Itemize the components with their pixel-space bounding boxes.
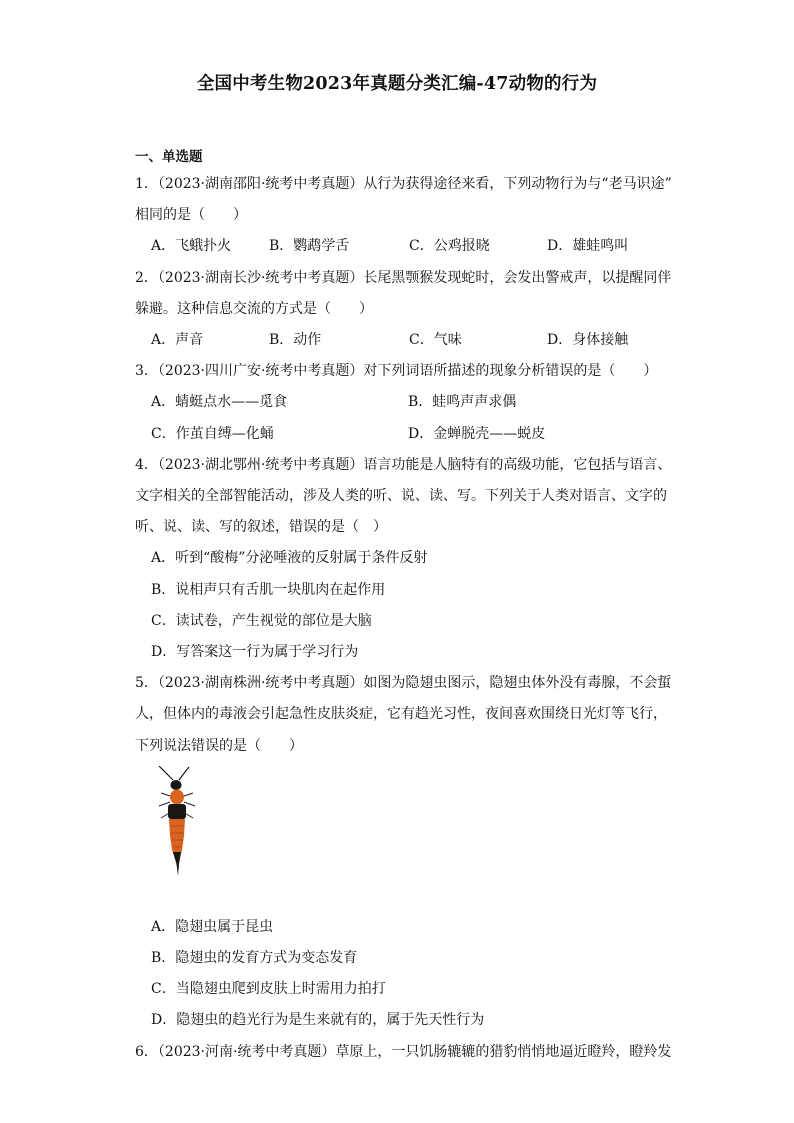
q5-option-c: C．当隐翅虫爬到皮肤上时需用力拍打 [151, 981, 386, 998]
q3-option-a: A．蜻蜓点水——觅食 [151, 394, 288, 411]
q2-option-a: A．声音 [151, 332, 204, 349]
question-1-stem-line-2: 相同的是（ ） [135, 207, 247, 224]
q4-option-a: A．听到“酸梅”分泌唾液的反射属于条件反射 [151, 550, 428, 567]
q1-option-c: C．公鸡报晓 [409, 238, 490, 255]
q2-option-b: B．动作 [269, 332, 322, 349]
question-6-stem-line-1: 6．（2023·河南·统考中考真题）草原上，一只饥肠辘辘的猎豹悄悄地逼近瞪羚，瞪羚发 [135, 1043, 672, 1060]
question-1-stem-line-1: 1．（2023·湖南邵阳·统考中考真题）从行为获得途径来看，下列动物行为与“老马识途” [135, 176, 672, 192]
q1-option-b: B．鹦鹉学舌 [269, 238, 350, 255]
question-4-stem-line-1: 4．（2023·湖北鄂州·统考中考真题）语言功能是人脑特有的高级功能，它包括与语言、 [135, 456, 672, 473]
question-2-options [135, 325, 665, 356]
q3-option-c: C．作茧自缚—化蛹 [151, 425, 274, 442]
question-list [135, 143, 672, 1068]
question-3-options-row-2 [135, 419, 665, 450]
question-3-stem-line-1: 3．（2023·四川广安·统考中考真题）对下列词语所描述的现象分析错误的是（ ） [135, 363, 658, 380]
question-2-stem-line-1: 2．（2023·湖南长沙·统考中考真题）长尾黑颚猴发现蛇时，会发出警戒声，以提醒同伴 [135, 269, 672, 286]
page-title: 全国中考生物2023年真题分类汇编-47动物的行为 [196, 74, 598, 94]
rove-beetle-icon [149, 766, 209, 886]
q3-option-b: B．蛙鸣声声求偶 [408, 394, 517, 411]
q4-option-d: D．写答案这一行为属于学习行为 [151, 644, 359, 661]
question-4-stem-line-2: 文字相关的全部智能活动，涉及人类的听、说、读、写。下列关于人类对语言、文字的 [135, 488, 667, 505]
q4-option-b: B．说相声只有舌肌一块肌肉在起作用 [151, 581, 386, 598]
q1-option-a: A．飞蛾扑火 [151, 238, 232, 255]
question-5-stem-line-3: 下列说法错误的是（ ） [135, 737, 303, 754]
q1-option-d: D．雄蛙鸣叫 [547, 238, 629, 255]
question-4-stem-line-3: 听、说、读、写的叙述，错误的是（ ） [135, 519, 387, 536]
q5-option-d: D．隐翅虫的趋光行为是生来就有的，属于先天性行为 [151, 1012, 485, 1029]
question-2-stem-line-2: 躲避。这种信息交流的方式是（ ） [135, 300, 373, 317]
question-1-options [135, 231, 665, 262]
q2-option-d: D．身体接触 [547, 332, 629, 349]
q4-option-c: C．读试卷，产生视觉的部位是大脑 [151, 612, 372, 629]
q2-option-c: C．气味 [409, 332, 462, 349]
section-heading: 一、单选题 [135, 149, 203, 165]
question-5-stem-line-2: 人，但体内的毒液会引起急性皮肤炎症，它有趋光习性，夜间喜欢围绕日光灯等飞行， [135, 706, 667, 723]
question-5-stem-line-1: 5．（2023·湖南株洲·统考中考真题）如图为隐翅虫图示，隐翅虫体外没有毒腺，不会蜇 [135, 675, 672, 692]
question-3-options-row-1 [135, 387, 665, 418]
q5-option-b: B．隐翅虫的发育方式为变态发育 [151, 950, 358, 967]
rove-beetle-figure [135, 762, 665, 912]
q3-option-d: D．金蝉脱壳——蜕皮 [408, 425, 546, 442]
q5-option-a: A．隐翅虫属于昆虫 [151, 918, 274, 935]
